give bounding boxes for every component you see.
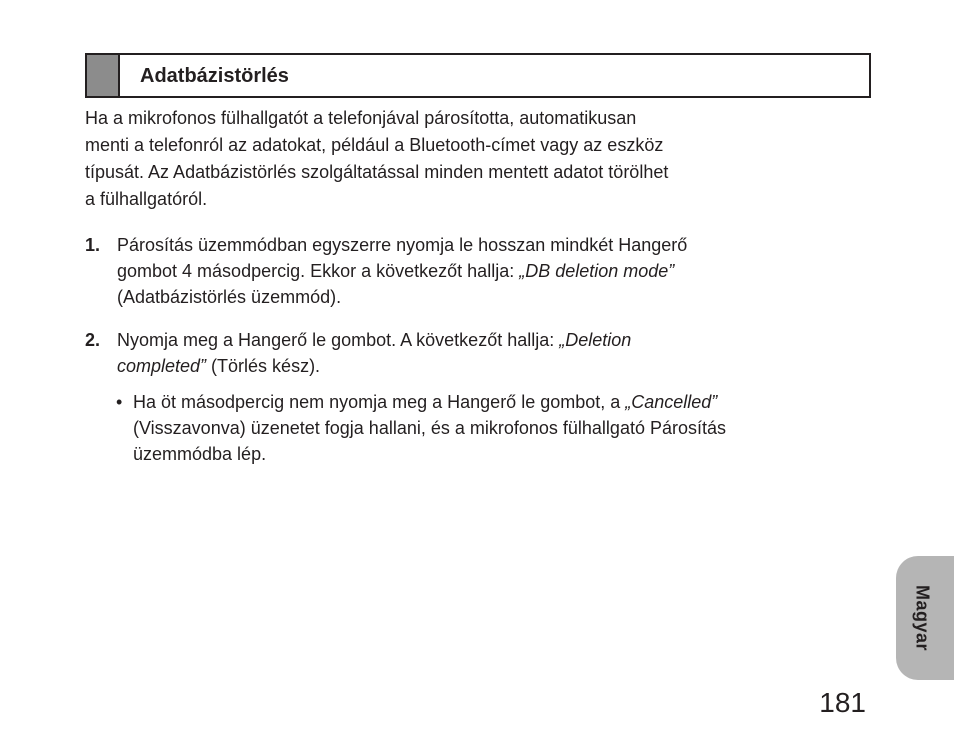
step-quote: completed”	[117, 356, 207, 376]
intro-line: típusát. Az Adatbázistörlés szolgáltatással minden mentett adatot törölhet	[85, 162, 669, 182]
step-number: 1.	[85, 235, 101, 255]
page-number: 181	[819, 687, 866, 718]
step-line	[117, 258, 687, 284]
step-text: gombot 4 másodpercig. Ekkor a következőt hallja:	[117, 261, 520, 281]
section-header	[85, 53, 871, 98]
section-marker	[87, 55, 120, 96]
step-line: (Adatbázistörlés üzemmód).	[117, 287, 342, 307]
step-line: Párosítás üzemmódban egyszerre nyomja le hosszan mindkét Hangerő	[117, 235, 688, 255]
step-number: 2.	[85, 330, 101, 350]
bullet-line: üzemmódba lép.	[133, 444, 267, 464]
step-text: (Törlés kész).	[206, 356, 321, 376]
intro-line: a fülhallgatóról.	[85, 189, 208, 209]
intro-line: Ha a mikrofonos fülhallgatót a telefonjával párosította, automatikusan	[85, 108, 637, 128]
step-line	[117, 353, 631, 379]
language-label: Magyar	[912, 584, 933, 652]
step-quote: „Deletion	[559, 330, 632, 350]
bullet-icon: •	[116, 392, 123, 412]
step-body	[117, 232, 687, 310]
bullet-text: Ha öt másodpercig nem nyomja meg a Hangerő le gombot, a	[133, 392, 626, 412]
step-body	[117, 327, 631, 379]
bullet-line	[133, 389, 726, 415]
section-title: Adatbázistörlés	[140, 65, 289, 87]
step-text: Nyomja meg a Hangerő le gombot. A következőt hallja:	[117, 330, 560, 350]
language-tab	[896, 556, 954, 680]
bullet-body	[133, 389, 726, 467]
step-line	[117, 327, 631, 353]
bullet-quote: „Cancelled”	[625, 392, 718, 412]
bullet-line: (Visszavonva) üzenetet fogja hallani, és a mikrofonos fülhallgató Párosítás	[133, 418, 726, 438]
intro-paragraph	[85, 105, 845, 213]
intro-line: menti a telefonról az adatokat, például a Bluetooth-címet vagy az eszköz	[85, 135, 664, 155]
step-quote: „DB deletion mode”	[519, 261, 675, 281]
